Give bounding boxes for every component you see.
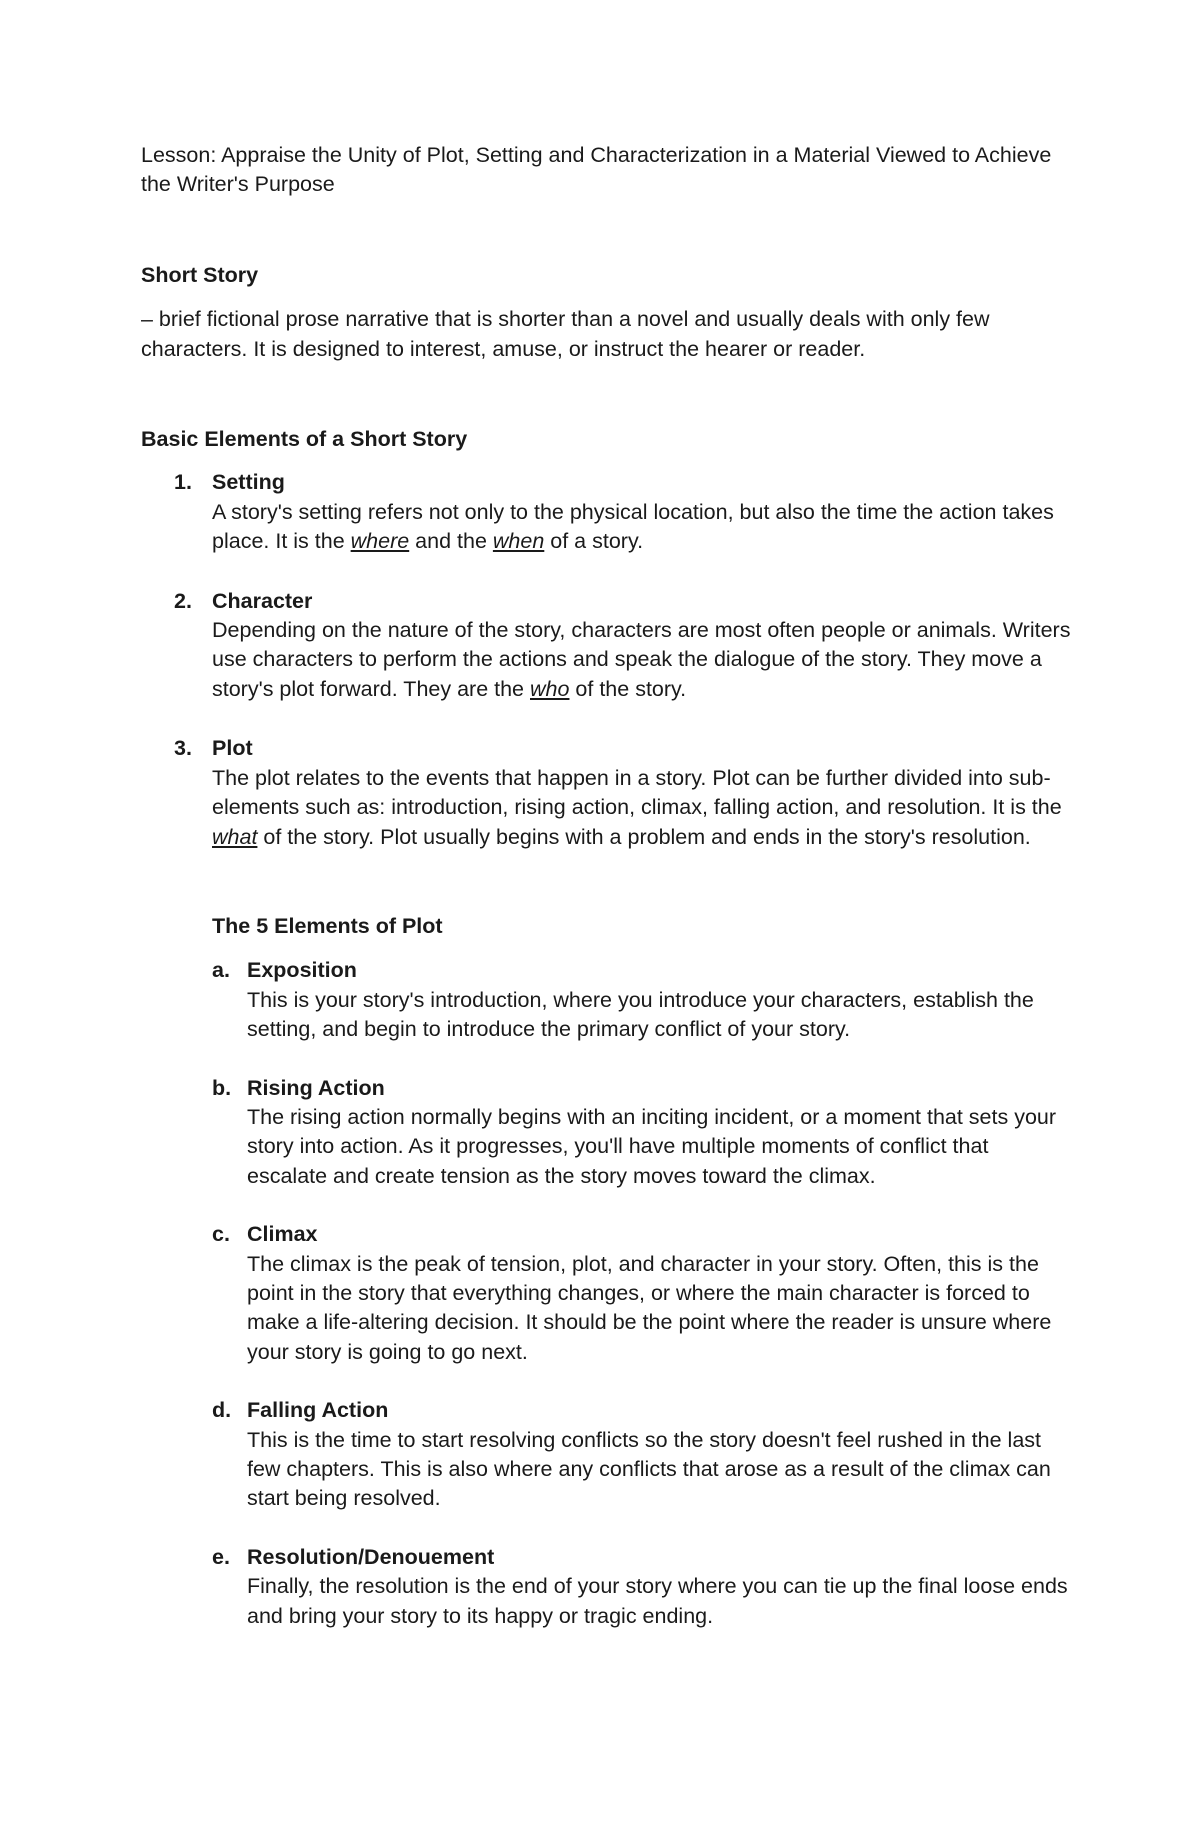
description-text: and the <box>409 529 493 554</box>
item-description-rising-action: The rising action normally begins with an inciting incident, or a moment that sets your story into action. As it progresses, you'll have multiple moments of conflict that escalate and create tension as the story moves toward the climax. <box>247 1104 1057 1188</box>
item-description-climax: The climax is the peak of tension, plot, and character in your story. Often, this is the point in the story that everything changes, or where the main character is forced to make a life-altering decision. It should be the point where the reader is unsure where your story is going to go next. <box>247 1251 1052 1364</box>
item-title-climax: Climax <box>247 1222 318 1247</box>
list-marker: 1. <box>174 470 192 495</box>
emphasis-where: where <box>350 529 410 554</box>
item-description-plot <box>212 764 1071 852</box>
list-item-plot <box>141 734 1071 852</box>
list-marker: c. <box>212 1222 230 1247</box>
list-item-resolution <box>212 1543 1071 1631</box>
plot-elements-heading: The 5 Elements of Plot <box>212 913 443 938</box>
item-title-resolution: Resolution/Denouement <box>247 1544 495 1569</box>
description-text: of a story. <box>544 529 644 554</box>
item-title-exposition: Exposition <box>247 958 357 983</box>
plot-elements-list <box>212 956 1071 1631</box>
description-text: The plot relates to the events that happen in a story. Plot can be further divided into sub-elements such as: introduction, rising action, climax, falling action, and resolution. It is the <box>212 765 1062 820</box>
item-description-setting <box>212 498 1071 557</box>
description-text: A story's setting refers not only to the physical location, but also the time the action takes place. It is the <box>212 499 1054 554</box>
list-marker: a. <box>212 958 230 983</box>
item-title-setting: Setting <box>212 470 285 495</box>
plot-elements-section <box>212 912 1071 1631</box>
emphasis-when: when <box>492 529 545 554</box>
basic-elements-list <box>141 468 1071 851</box>
description-text: of the story. <box>569 676 687 701</box>
document-page <box>141 141 1071 1631</box>
item-description-character <box>212 616 1071 704</box>
emphasis-who: who <box>530 676 570 701</box>
list-marker: 2. <box>174 588 192 613</box>
item-description-exposition: This is your story's introduction, where you introduce your characters, establish the setting, and begin to introduce the primary conflict of your story. <box>247 987 1034 1042</box>
item-title-character: Character <box>212 588 313 613</box>
list-marker: e. <box>212 1544 230 1569</box>
list-item-setting <box>141 468 1071 556</box>
basic-elements-heading: Basic Elements of a Short Story <box>141 427 468 452</box>
item-title-rising-action: Rising Action <box>247 1075 385 1100</box>
list-marker: d. <box>212 1398 232 1423</box>
item-title-plot: Plot <box>212 736 253 761</box>
list-item-rising-action <box>212 1074 1071 1192</box>
description-text: of the story. Plot usually begins with a problem and ends in the story's resolution. <box>257 824 1031 849</box>
short-story-heading: Short Story <box>141 262 259 287</box>
item-description-resolution: Finally, the resolution is the end of your story where you can tie up the final loose ends and bring your story to its happy or tragic ending. <box>247 1574 1068 1628</box>
lesson-title: Lesson: Appraise the Unity of Plot, Setting and Characterization in a Material Viewed to Achieve the Writer's Purpose <box>141 143 1052 197</box>
list-marker: 3. <box>174 736 192 761</box>
item-description-falling-action: This is the time to start resolving conflicts so the story doesn't feel rushed in the last few chapters. This is also where any conflicts that arose as a result of the climax can start being resolved. <box>247 1427 1051 1511</box>
list-item-exposition <box>212 956 1071 1044</box>
list-marker: b. <box>212 1075 232 1100</box>
description-text: Depending on the nature of the story, characters are most often people or animals. Writers use characters to perform the actions and speak the dialogue of the story. They move a story's plot forward. They are the <box>212 618 1071 701</box>
item-title-falling-action: Falling Action <box>247 1398 389 1423</box>
list-item-character <box>141 587 1071 705</box>
list-item-falling-action <box>212 1396 1071 1514</box>
emphasis-what: what <box>212 824 258 849</box>
short-story-definition: – brief fictional prose narrative that is shorter than a novel and usually deals with only few characters. It is designed to interest, amuse, or instruct the hearer or reader. <box>141 307 990 361</box>
list-item-climax <box>212 1220 1071 1367</box>
